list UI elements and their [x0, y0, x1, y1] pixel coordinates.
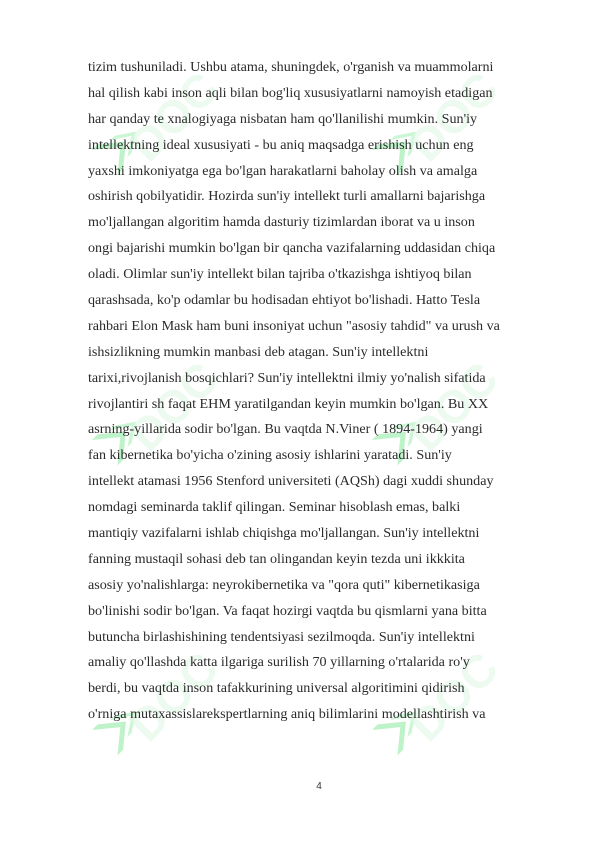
text-line: intellektning ideal xususiyati - bu aniq maqsadga erishish uchun eng — [88, 136, 474, 153]
text-line: oshirish qobilyatidir. Hozirda sun'iy intellekt turli amallarni bajarishga — [88, 188, 486, 205]
text-line: tarixi,rivojlanish bosqichlari? Sun'iy intellektni ilmiy yo'nalish sifatida — [88, 369, 486, 386]
text-line: asosiy yo'nalishlarga: neyrokibernetika va "qora quti" kibernetikasiga — [88, 576, 480, 593]
text-line: bo'linishi sodir bo'lgan. Va faqat hozirgi vaqtda bu qismlarni yana bitta — [88, 602, 487, 619]
text-line: ishsizlikning mumkin manbasi deb atagan. Sun'iy intellektni — [88, 343, 429, 360]
text-line: hal qilish kabi inson aqli bilan bog'liq xususiyatlarni namoyish etadigan — [88, 84, 493, 101]
body-text — [88, 55, 558, 728]
text-line: har qanday te xnalogiyaga nisbatan ham qo'llanilishi mumkin. Sun'iy — [88, 110, 478, 127]
text-line: ongi bajarishi mumkin bo'lgan bir qancha vazifalarning uddasidan chiqa — [88, 240, 496, 257]
text-line: qarashsada, ko'p odamlar bu hodisadan ehtiyot bo'lishadi. Hatto Tesla — [88, 292, 481, 309]
text-line: mantiqiy vazifalarni ishlab chiqishga mo'ljallangan. Sun'iy intellektni — [88, 525, 480, 542]
text-line: mo'ljallangan algoritim hamda dasturiy tizimlardan iborat va u inson — [88, 214, 475, 231]
page-number: 4 — [316, 781, 322, 792]
text-line: yaxshi imkoniyatga ega bo'lgan harakatlarni baholay olish va amalga — [88, 162, 478, 179]
text-line: rivojlantiri sh faqat EHM yaratilgandan keyin mumkin bo'lgan. Bu XX — [88, 395, 489, 412]
svg-text:DOC: DOC — [398, 61, 508, 171]
svg-text:DOC: DOC — [118, 351, 228, 461]
text-line: tizim tushuniladi. Ushbu atama, shuningdek, o'rganish va muammolarni — [88, 59, 494, 75]
text-line: asrning-yillarida sodir bo'lgan. Bu vaqtda N.Viner ( 1894-1964) yangi — [88, 421, 483, 438]
text-line: fan kibernetika bo'yicha o'zining asosiy ishlarini yaratadi. Sun'iy — [88, 447, 452, 464]
text-line: o'rniga mutaxassislarekspertlarning aniq bilimlarini modellashtirish va — [88, 706, 486, 723]
svg-text:DOC: DOC — [118, 641, 228, 751]
text-line: oladi. Olimlar sun'iy intellekt bilan tajriba o'tkazishga ishtiyoq bilan — [88, 266, 472, 283]
text-line: rahbari Elon Mask ham buni insoniyat uchun "asosiy tahdid" va urush va — [88, 317, 500, 334]
text-line: fanning mustaqil sohasi deb tan olingandan keyin tezda uni ikkkita — [88, 550, 465, 567]
svg-text:DOC: DOC — [118, 61, 228, 171]
svg-text:DOC: DOC — [398, 351, 508, 461]
text-line: intellekt atamasi 1956 Stenford universiteti (AQSh) dagi xuddi shunday — [88, 473, 494, 490]
text-line: nomdagi seminarda taklif qilingan. Seminar hisoblash emas, balki — [88, 499, 461, 516]
text-line: butuncha birlashishining tendentsiyasi sezilmoqda. Sun'iy intellektni — [88, 628, 475, 645]
text-line: berdi, bu vaqtda inson tafakkurining universal algoritimini qidirish — [88, 680, 465, 697]
text-line: amaliy qo'llashda katta ilgariga surilish 70 yillarning o'rtalarida ro'y — [88, 654, 470, 671]
svg-text:DOC: DOC — [398, 641, 508, 751]
